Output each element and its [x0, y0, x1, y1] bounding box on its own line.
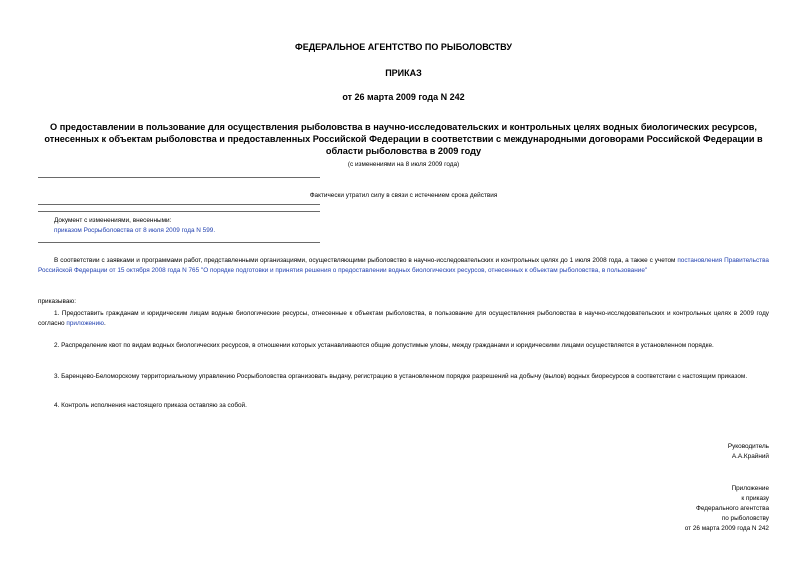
doc-type: ПРИКАЗ	[385, 68, 422, 78]
agency-name: ФЕДЕРАЛЬНОЕ АГЕНТСТВО ПО РЫБОЛОВСТВУ	[295, 42, 512, 52]
appendix-line: по рыболовству	[721, 515, 769, 522]
signature-position: Руководитель	[727, 443, 769, 450]
divider	[38, 177, 320, 178]
appendix-line: Приложение	[731, 485, 769, 492]
order-word: приказываю:	[38, 298, 76, 305]
divider	[38, 204, 320, 205]
preamble-text: В соответствии с заявками и программами работ, представленными организациями, осуществляющими рыболовство в научно-исследовательских и контрольных целях до 1 июля 2008 года, а также с учетом	[54, 257, 678, 264]
appendix-line: Федерального агентства	[695, 505, 769, 512]
changes-link[interactable]: приказом Росрыболовства от 8 июля 2009 года N 599.	[54, 227, 216, 234]
item-1-text: 1. Предоставить гражданам и юридическим лицам водные биологические ресурсы, отнесенные к объектам рыболовства, в пользование для осуществления рыболовства в научно-исследовательских и контрольных целях в 2009 году согласно	[38, 310, 769, 327]
status-note: Фактически утратил силу в связи с истечением срока действия	[309, 192, 498, 199]
signature-name: А.А.Крайний	[731, 453, 769, 460]
preamble-paragraph	[38, 256, 769, 276]
doc-title: О предоставлении в пользование для осуществления рыболовства в научно-исследовательских и контрольных целях водных биологических ресурсов, отнесенных к объектам рыболовства и предоставленных Российской Федерации в соответствии с международными договорами Российской Федерации в области рыболовства в 2009 году	[44, 122, 763, 156]
item-3: 3. Баренцево-Беломорскому территориальному управлению Росрыболовства организовать выдачу, регистрацию в установленном порядке разрешений на добычу (вылов) водных биоресурсов в соответствии с настоящим приказом.	[54, 373, 748, 380]
divider	[38, 242, 320, 243]
item-1-end: .	[103, 320, 106, 327]
doc-date-number: от 26 марта 2009 года N 242	[342, 92, 465, 102]
amended-note: (с изменениями на 8 июля 2009 года)	[347, 161, 460, 168]
appendix-line: от 26 марта 2009 года N 242	[684, 525, 769, 532]
appendix-link[interactable]: приложению	[66, 320, 104, 327]
preamble-link[interactable]: постановления Правительства Российской Федерации от 15 октября 2008 года N 765 "О порядке подготовки и принятия решения о предоставлении водных биологических ресурсов, отнесенных к объектам рыболовства, в пользование"	[38, 257, 769, 274]
appendix-block	[600, 484, 769, 534]
item-4: 4. Контроль исполнения настоящего приказа оставляю за собой.	[54, 402, 247, 409]
divider	[38, 211, 320, 212]
appendix-line: к приказу	[741, 495, 769, 502]
signature-block	[600, 442, 769, 462]
item-2: 2. Распределение квот по видам водных биологических ресурсов, в отношении которых устанавливаются общие допустимые уловы, между гражданами и юридическими лицами осуществляется в установленном порядке.	[54, 342, 714, 349]
item-1	[38, 309, 769, 329]
changes-label: Документ с изменениями, внесенными:	[54, 217, 172, 224]
